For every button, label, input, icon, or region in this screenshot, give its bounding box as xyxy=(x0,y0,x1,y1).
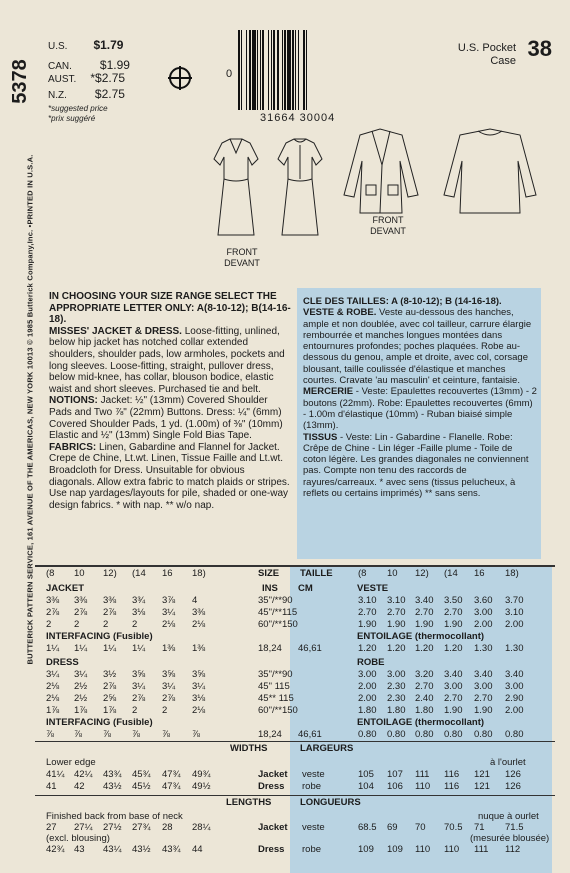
veste-row-cell: 3.10 xyxy=(387,595,406,606)
robe-row-cell: 2.00 xyxy=(358,681,377,692)
jacket-row-cell: 3⅛ xyxy=(132,607,146,618)
lengths-item: Jacket xyxy=(258,822,288,833)
jacket-width: 60"/**150 xyxy=(258,619,298,630)
lengths-row-cell: 43¾ xyxy=(162,844,181,855)
interfacing-cm: 46,61 xyxy=(298,729,322,740)
veste-row-cell: 2.70 xyxy=(387,607,406,618)
robe-row-cell: 1.90 xyxy=(474,705,493,716)
table-top-rule xyxy=(35,565,555,567)
veste-row-cell: 1.90 xyxy=(387,619,406,630)
size-header-cell: 12) xyxy=(103,568,117,579)
dress-row-cell: 2⅛ xyxy=(192,705,206,716)
largeurs-row-cell: 121 xyxy=(474,769,490,780)
a-lourlet-label: à l'ourlet xyxy=(490,757,526,768)
lengths-row-cell: 43¼ xyxy=(103,844,122,855)
veste-row-cell: 1.90 xyxy=(415,619,434,630)
jacket-width: 45"/**115 xyxy=(258,607,298,618)
interfacing-row-cell: ⅞ xyxy=(74,729,82,740)
entoilage-row-cell: 1.20 xyxy=(415,643,434,654)
dress-row-cell: 2⅛ xyxy=(46,681,60,692)
dress-row-cell: 3¼ xyxy=(192,681,206,692)
jacket-label: JACKET xyxy=(46,583,85,594)
longueurs-row-cell: 111 xyxy=(474,844,489,855)
entoilage-row-cell: 0.80 xyxy=(415,729,434,740)
longueurs-row-cell: 68.5 xyxy=(358,822,377,833)
interfacing-row-cell: ⅞ xyxy=(132,729,140,740)
suggested-price-note: *suggested price xyxy=(48,104,108,113)
robe-row-cell: 1.80 xyxy=(387,705,406,716)
robe-row-cell: 3.00 xyxy=(474,681,493,692)
largeurs-item: robe xyxy=(302,781,322,792)
size-header-cell: (8 xyxy=(46,568,55,579)
jacket-row-cell: 3¼ xyxy=(162,607,176,618)
french-description: CLE DES TAILLES: A (8-10-12); B (14-16-18). VESTE & ROBE. Veste au-dessous des hanches, ample et non doublée, avec col tailleur, carrure élargie rembourrée et manches longues montées dans entournures profondes; poches plaquées. Robe au-dessous du genou, ample et droite, avec col, corsage blousant, taille coulissée d'élastique et manches courtes. Cravate 'au masculin' et ceinture, fantaisie. MERCERIE - Veste: Epaulettes recouvertes (13mm) - 2 boutons (22mm). Robe: Epaulettes recouvertes (6mm) - 1.00m d'élastique (10mm) - Ruban biaisé simple (13mm). TISSUS - Veste: Lin - Gabardine - Flanelle. Robe: Crêpe de Chine - Lin léger -Faille plume - Toile de coton légère. Les grandes diagonales ne conviennent pas. Compte non tenu des raccords de rayures/carreaux. * avec sens (tissus pelucheux, à reflets ou certains imprimés) ** sans sens. xyxy=(303,296,537,500)
excl-blousing-label: (excl. blousing) xyxy=(46,833,110,844)
pocket-case: U.S. Pocket Case 38 xyxy=(457,36,552,67)
dress-row-cell: 3¼ xyxy=(132,681,146,692)
veste-row-cell: 3.10 xyxy=(505,607,524,618)
veste-label: VESTE xyxy=(357,583,389,594)
interfacing-cm: 46,61 xyxy=(298,643,322,654)
veste-row-cell: 3.00 xyxy=(474,607,493,618)
jacket-row-cell: 2⅞ xyxy=(103,607,117,618)
veste-row-cell: 3.10 xyxy=(358,595,377,606)
jacket-row-cell: 3⅞ xyxy=(162,595,176,606)
widths-row-cell: 42 xyxy=(74,781,85,792)
price-can: CAN. $1.99 xyxy=(48,58,130,72)
dress-row-cell: 2½ xyxy=(74,681,88,692)
widths-row-cell: 47¾ xyxy=(162,781,181,792)
longueurs-row-cell: 110 xyxy=(444,844,460,855)
dress-row-cell: 1⅞ xyxy=(74,705,88,716)
dress-width: 35"/**90 xyxy=(258,669,293,680)
lengths-row-cell: 42¾ xyxy=(46,844,65,855)
jacket-row-cell: 2⅞ xyxy=(46,607,60,618)
dress-row-cell: 2½ xyxy=(74,693,88,704)
dress-figure-label: FRONT DEVANT xyxy=(224,247,260,268)
jacket-row-cell: 2 xyxy=(74,619,80,630)
dress-row-cell: 3¼ xyxy=(74,669,88,680)
lengths-rule xyxy=(35,795,555,796)
interfacing-row-cell: 1⅜ xyxy=(162,643,176,654)
dress-row-cell: 2⅞ xyxy=(132,693,146,704)
largeurs-row-cell: 126 xyxy=(505,769,521,780)
dress-row-cell: 1⅞ xyxy=(103,705,117,716)
barcode-number: 31664 30004 xyxy=(260,112,336,124)
veste-row-cell: 2.70 xyxy=(415,607,434,618)
lengths-row-cell: 27¼ xyxy=(74,822,93,833)
entoilage-label: ENTOILAGE (thermocollant) xyxy=(357,717,485,728)
widths-row-cell: 41¼ xyxy=(46,769,65,780)
interfacing-label: INTERFACING (Fusible) xyxy=(46,717,153,728)
entoilage-row-cell: 0.80 xyxy=(505,729,524,740)
robe-row-cell: 2.40 xyxy=(415,693,434,704)
dress-row-cell: 2⅞ xyxy=(103,681,117,692)
lengths-row-cell: 44 xyxy=(192,844,203,855)
dress-row-cell: 3¼ xyxy=(46,669,60,680)
widths-row-cell: 42¼ xyxy=(74,769,93,780)
robe-row-cell: 2.90 xyxy=(505,693,524,704)
robe-row-cell: 3.40 xyxy=(474,669,493,680)
jacket-width: 35"/**90 xyxy=(258,595,293,606)
dress-row-cell: 2 xyxy=(132,705,138,716)
barcode-prefix: 0 xyxy=(226,68,233,80)
size-header-fr-cell: (8 xyxy=(358,568,367,579)
longueurs-row-cell: 71 xyxy=(474,822,485,833)
longueurs-item: robe xyxy=(302,844,322,855)
price-us: U.S. $1.79 xyxy=(48,38,124,52)
interfacing-row-cell: ⅞ xyxy=(192,729,200,740)
robe-row-cell: 1.90 xyxy=(444,705,463,716)
mesuree-label: (mesurée blousée) xyxy=(470,833,550,844)
robe-row-cell: 2.00 xyxy=(505,705,524,716)
dress-row-cell: 2⅛ xyxy=(46,693,60,704)
entoilage-row-cell: 0.80 xyxy=(474,729,493,740)
widths-item: Jacket xyxy=(258,769,288,780)
lengths-row-cell: 27¾ xyxy=(132,822,151,833)
jacket-row-cell: 3⅜ xyxy=(192,607,206,618)
largeurs-label: LARGEURS xyxy=(300,743,354,754)
size-header-cell: 10 xyxy=(74,568,85,579)
widths-rule xyxy=(35,741,555,742)
robe-row-cell: 3.00 xyxy=(505,681,524,692)
interfacing-width: 18,24 xyxy=(258,643,282,654)
veste-row-cell: 3.60 xyxy=(474,595,493,606)
longueurs-row-cell: 110 xyxy=(415,844,431,855)
interfacing-row-cell: 1¼ xyxy=(103,643,117,654)
ins-label: INS xyxy=(262,583,278,594)
largeurs-row-cell: 110 xyxy=(415,781,431,792)
barcode xyxy=(238,30,354,110)
taille-label: TAILLE xyxy=(300,568,333,579)
largeurs-row-cell: 116 xyxy=(444,769,460,780)
longueurs-label: LONGUEURS xyxy=(300,797,361,808)
dress-row-cell: 3½ xyxy=(103,669,117,680)
dress-row-cell: 2⅝ xyxy=(103,693,117,704)
widths-label: WIDTHS xyxy=(230,743,268,754)
entoilage-row-cell: 0.80 xyxy=(358,729,377,740)
entoilage-row-cell: 0.80 xyxy=(444,729,463,740)
jacket-row-cell: 3⅜ xyxy=(103,595,117,606)
veste-row-cell: 2.70 xyxy=(444,607,463,618)
jacket-row-cell: 2⅛ xyxy=(192,619,206,630)
dress-row-cell: 2⅞ xyxy=(162,693,176,704)
interfacing-width: 18,24 xyxy=(258,729,282,740)
robe-row-cell: 1.80 xyxy=(358,705,377,716)
robe-row-cell: 3.20 xyxy=(415,669,434,680)
registration-target-icon xyxy=(168,66,192,90)
widths-row-cell: 43¾ xyxy=(103,769,122,780)
interfacing-row-cell: 1¼ xyxy=(46,643,60,654)
longueurs-row-cell: 69 xyxy=(387,822,398,833)
widths-row-cell: 47¾ xyxy=(162,769,181,780)
entoilage-row-cell: 1.20 xyxy=(444,643,463,654)
jacket-row-cell: 3⅜ xyxy=(74,595,88,606)
robe-row-cell: 3.00 xyxy=(358,669,377,680)
interfacing-label: INTERFACING (Fusible) xyxy=(46,631,153,642)
robe-row-cell: 2.30 xyxy=(387,681,406,692)
veste-row-cell: 2.00 xyxy=(474,619,493,630)
largeurs-row-cell: 105 xyxy=(358,769,374,780)
lengths-row-cell: 43½ xyxy=(132,844,151,855)
dress-row-cell: 3⅛ xyxy=(192,693,206,704)
veste-row-cell: 2.00 xyxy=(505,619,524,630)
interfacing-row-cell: 1¼ xyxy=(132,643,146,654)
widths-row-cell: 49¾ xyxy=(192,769,211,780)
widths-row-cell: 49½ xyxy=(192,781,211,792)
robe-row-cell: 3.00 xyxy=(444,681,463,692)
dress-row-cell: 3⅝ xyxy=(192,669,206,680)
lengths-row-cell: 28 xyxy=(162,822,173,833)
longueurs-row-cell: 109 xyxy=(387,844,403,855)
dress-row-cell: 2 xyxy=(162,705,168,716)
robe-row-cell: 2.00 xyxy=(358,693,377,704)
price-nz: N.Z. $2.75 xyxy=(48,87,125,101)
dress-row-cell: 1⅞ xyxy=(46,705,60,716)
interfacing-row-cell: 1⅜ xyxy=(192,643,206,654)
nuque-label: nuque à ourlet xyxy=(478,811,539,822)
lengths-item: Dress xyxy=(258,844,285,855)
veste-row-cell: 3.70 xyxy=(505,595,524,606)
robe-label: ROBE xyxy=(357,657,385,668)
english-description: IN CHOOSING YOUR SIZE RANGE SELECT THE APPROPRIATE LETTER ONLY: A(8-10-12); B(14-16-18). MISSES' JACKET & DRESS. Loose-fitting, unlined, below hip jacket has notched collar extended shoulders, shoulder pads, low armholes, pockets and long sleeves. Loose-fitting, straight, pullover dress, below mid-knee, has collar, blouson bodice, elastic waist and short sleeves. Purchased tie and belt. NOTIONS: Jacket: ½" (13mm) Covered Shoulder Pads and Two ⅞" (22mm) Buttons. Dress: ¼" (6mm) Covered Shoulder Pads, 1 yd. (1.00m) of ⅜" (10mm) Elastic and ½" (13mm) Single Fold Bias Tape. FABRICS: Linen, Gabardine and Flannel for Jacket. Crepe de Chine, Lt.wt. Linen, Tissue Faille and Lt.wt. Broadcloth for Dress. Unsuitable for obvious diagonals. Allow extra fabric to match plaids or stripes. Use nap yardages/layouts for pile, shaded or one-way design fabrics. * with nap. ** w/o nap. xyxy=(49,291,291,511)
largeurs-row-cell: 111 xyxy=(415,769,430,780)
size-header-cell: (14 xyxy=(132,568,146,579)
longueurs-row-cell: 109 xyxy=(358,844,374,855)
jacket-figure-label: FRONT DEVANT xyxy=(370,215,406,236)
veste-row-cell: 2.70 xyxy=(358,607,377,618)
robe-row-cell: 2.70 xyxy=(474,693,493,704)
longueurs-row-cell: 112 xyxy=(505,844,521,855)
longueurs-row-cell: 70 xyxy=(415,822,426,833)
entoilage-row-cell: 1.20 xyxy=(358,643,377,654)
interfacing-row-cell: 1¼ xyxy=(74,643,88,654)
lengths-row-cell: 43 xyxy=(74,844,85,855)
dress-label: DRESS xyxy=(46,657,79,668)
size-header-fr-cell: 18) xyxy=(505,568,519,579)
largeurs-item: veste xyxy=(302,769,325,780)
lengths-row-cell: 27½ xyxy=(103,822,122,833)
largeurs-row-cell: 126 xyxy=(505,781,521,792)
veste-row-cell: 3.50 xyxy=(444,595,463,606)
lengths-label: LENGTHS xyxy=(226,797,272,808)
jacket-row-cell: 2 xyxy=(132,619,138,630)
jacket-row-cell: 3¾ xyxy=(132,595,146,606)
robe-row-cell: 1.80 xyxy=(415,705,434,716)
largeurs-row-cell: 116 xyxy=(444,781,460,792)
size-label: SIZE xyxy=(258,568,280,579)
size-header-cell: 18) xyxy=(192,568,206,579)
veste-row-cell: 1.90 xyxy=(444,619,463,630)
jacket-row-cell: 2⅞ xyxy=(74,607,88,618)
interfacing-row-cell: ⅞ xyxy=(162,729,170,740)
longueurs-row-cell: 70.5 xyxy=(444,822,463,833)
size-header-fr-cell: (14 xyxy=(444,568,458,579)
robe-row-cell: 3.40 xyxy=(444,669,463,680)
lower-edge-label: Lower edge xyxy=(46,757,96,768)
robe-row-cell: 2.30 xyxy=(387,693,406,704)
size-header-fr-cell: 10 xyxy=(387,568,398,579)
size-header-fr-cell: 12) xyxy=(415,568,429,579)
dress-row-cell: 3⅝ xyxy=(132,669,146,680)
jacket-row-cell: 3⅜ xyxy=(46,595,60,606)
jacket-row-cell: 2 xyxy=(46,619,52,630)
case-number: 38 xyxy=(527,36,552,61)
robe-row-cell: 2.70 xyxy=(444,693,463,704)
dress-width: 60"/**150 xyxy=(258,705,298,716)
jacket-row-cell: 4 xyxy=(192,595,198,606)
suggested-price-note-fr: *prix suggéré xyxy=(48,114,96,123)
jacket-front-back-drawing xyxy=(340,125,540,215)
finished-back-label: Finished back from base of neck xyxy=(46,811,183,822)
entoilage-label: ENTOILAGE (thermocollant) xyxy=(357,631,485,642)
largeurs-row-cell: 107 xyxy=(387,769,403,780)
entoilage-row-cell: 1.20 xyxy=(387,643,406,654)
widths-row-cell: 41 xyxy=(46,781,57,792)
lengths-row-cell: 28¼ xyxy=(192,822,211,833)
widths-row-cell: 45½ xyxy=(132,781,151,792)
largeurs-row-cell: 106 xyxy=(387,781,403,792)
largeurs-row-cell: 121 xyxy=(474,781,490,792)
price-aust: AUST. *$2.75 xyxy=(48,71,126,85)
dress-width: 45** 115 xyxy=(258,693,294,704)
pattern-number: 5378 xyxy=(8,59,31,104)
dress-front-back-drawing xyxy=(200,135,330,245)
veste-row-cell: 3.40 xyxy=(415,595,434,606)
cm-label: CM xyxy=(298,583,313,594)
dress-row-cell: 3¼ xyxy=(162,681,176,692)
dress-row-cell: 3⅝ xyxy=(162,669,176,680)
lengths-row-cell: 27 xyxy=(46,822,57,833)
interfacing-row-cell: ⅞ xyxy=(103,729,111,740)
longueurs-row-cell: 71.5 xyxy=(505,822,524,833)
widths-row-cell: 43½ xyxy=(103,781,122,792)
robe-row-cell: 3.40 xyxy=(505,669,524,680)
jacket-row-cell: 2⅛ xyxy=(162,619,176,630)
entoilage-row-cell: 0.80 xyxy=(387,729,406,740)
largeurs-row-cell: 104 xyxy=(358,781,374,792)
entoilage-row-cell: 1.30 xyxy=(474,643,493,654)
widths-row-cell: 45¾ xyxy=(132,769,151,780)
robe-row-cell: 2.70 xyxy=(415,681,434,692)
dress-width: 45" 115 xyxy=(258,681,290,692)
interfacing-row-cell: ⅞ xyxy=(46,729,54,740)
entoilage-row-cell: 1.30 xyxy=(505,643,524,654)
size-header-fr-cell: 16 xyxy=(474,568,485,579)
veste-row-cell: 1.90 xyxy=(358,619,377,630)
jacket-row-cell: 2 xyxy=(103,619,109,630)
longueurs-item: veste xyxy=(302,822,325,833)
barcode-bar xyxy=(307,30,309,110)
robe-row-cell: 3.00 xyxy=(387,669,406,680)
size-header-cell: 16 xyxy=(162,568,173,579)
widths-item: Dress xyxy=(258,781,285,792)
publisher-sidebar: BUTTERICK PATTERN SERVICE, 161 AVENUE OF THE AMERICAS, NEW YORK 10013 © 1985 Butterick Company,Inc. •PRINTED IN U.S.A. xyxy=(25,154,35,665)
